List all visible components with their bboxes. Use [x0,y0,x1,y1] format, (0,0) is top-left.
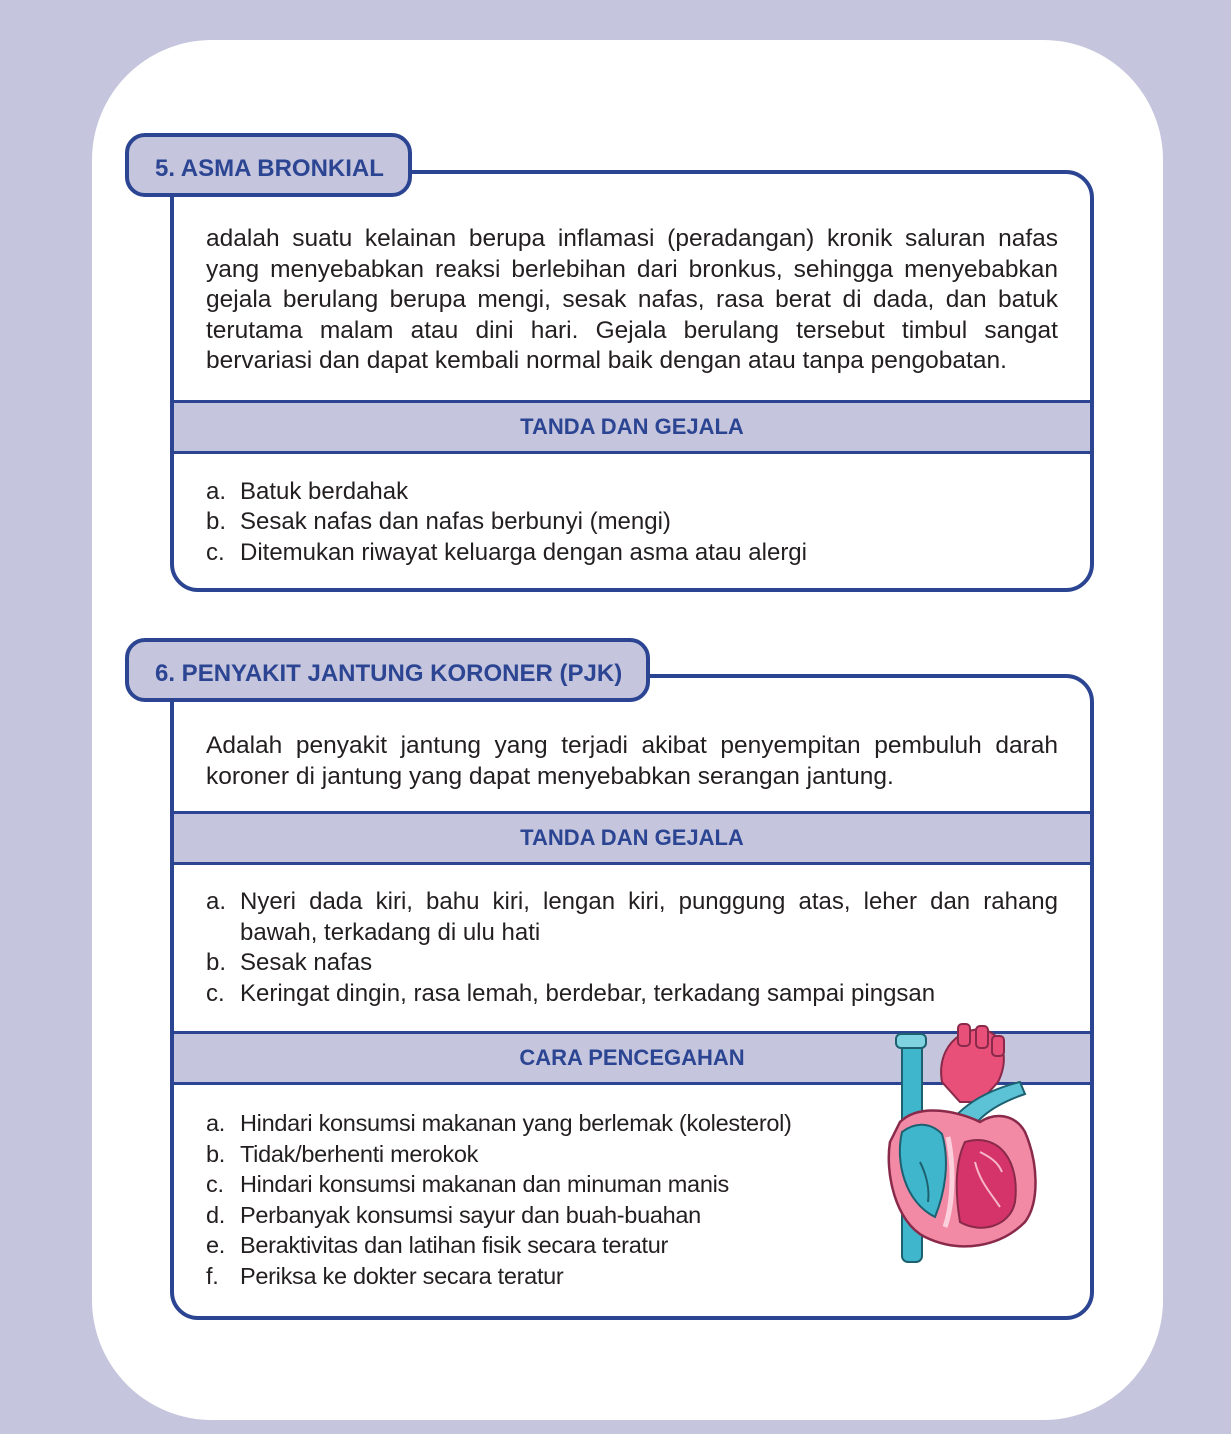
signs-heading: TANDA DAN GEJALA [174,400,1090,454]
prevention-heading: CARA PENCEGAHAN [174,1031,1090,1085]
list-item: d. Perbanyak konsumsi sayur dan buah-buahan [206,1201,701,1228]
list-item: f. Periksa ke dokter secara teratur [206,1262,564,1289]
list-item: a. Batuk berdahak [206,477,409,505]
list-item: c. Ditemukan riwayat keluarga dengan asma atau alergi [206,538,807,566]
heart-anatomy-icon [880,1022,1040,1272]
section-title: 5. ASMA BRONKIAL [125,133,412,197]
list-item: a. Nyeri dada kiri, bahu kiri, lengan kiri, punggung atas, leher dan rahang bawah, terkadang di ulu hati [206,888,1058,946]
list-item: c. Keringat dingin, rasa lemah, berdebar, terkadang sampai pingsan [206,979,936,1007]
list-item: c. Hindari konsumsi makanan dan minuman manis [206,1171,729,1197]
section-box [170,170,1094,592]
list-item: a. Hindari konsumsi makanan yang berlemak (kolesterol) [206,1110,792,1136]
section-title: 6. PENYAKIT JANTUNG KORONER (PJK) [125,638,650,702]
list-item: b. Tidak/berhenti merokok [206,1140,479,1167]
definition-text: Adalah penyakit jantung yang terjadi akibat penyempitan pembuluh darah koroner di jantung yang dapat menyebabkan serangan jantung. [206,732,1058,790]
definition-text: adalah suatu kelainan berupa inflamasi (peradangan) kronik saluran nafas yang menyebabkan reaksi berlebihan dari bronkus, sehingga menyebabkan gejala berulang berupa mengi, sesak nafas, rasa berat di dada, dan batuk terutama malam atau dini hari. Gejala berulang tersebut timbul sangat bervariasi dan dapat kembali normal baik dengan atau tanpa pengobatan. [206,225,1058,374]
signs-list [174,887,1090,1009]
list-item: b. Sesak nafas dan nafas berbunyi (mengi) [206,508,671,535]
signs-heading: TANDA DAN GEJALA [174,811,1090,865]
list-item: e. Beraktivitas dan latihan fisik secara teratur [206,1232,668,1258]
list-item: b. Sesak nafas [206,949,373,976]
signs-list [174,477,1090,569]
